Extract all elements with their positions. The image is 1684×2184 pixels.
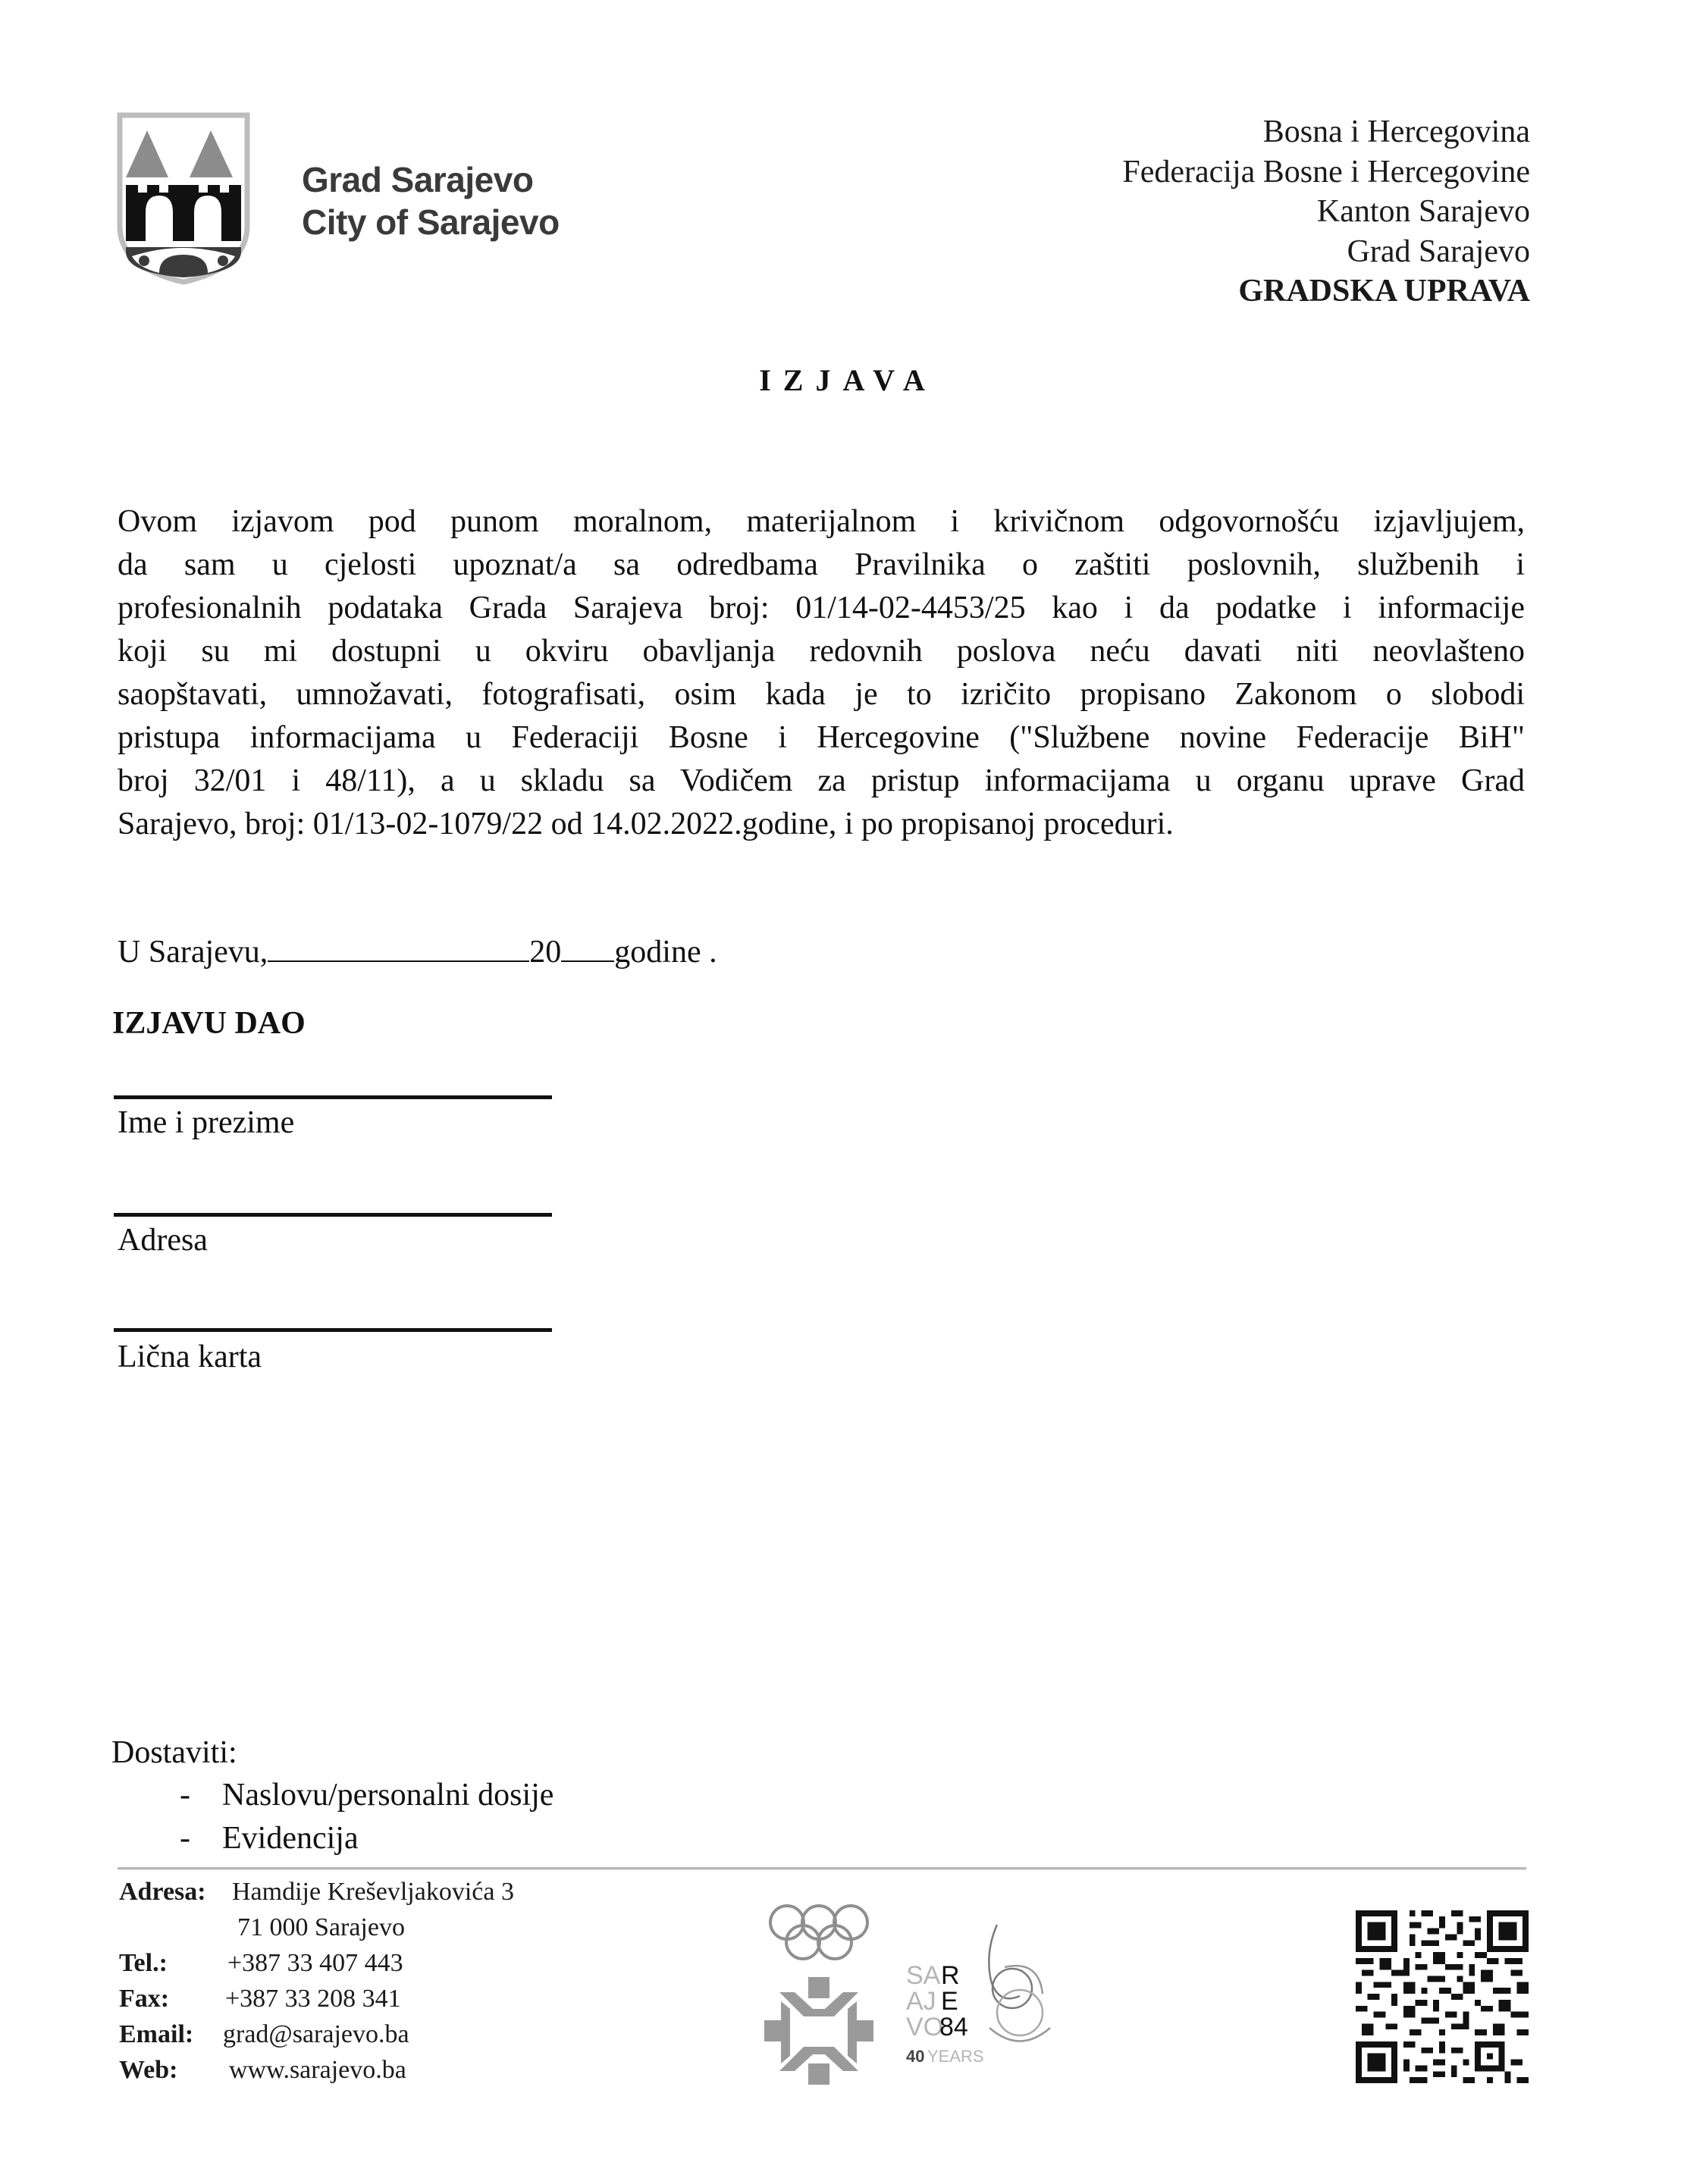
id-card-signature-line[interactable]: [114, 1328, 552, 1332]
address-city: 71 000 Sarajevo: [237, 1913, 405, 1941]
footer-web: [119, 2052, 589, 2088]
web-label: Web:: [119, 2056, 178, 2084]
address-label: Adresa:: [119, 1878, 206, 1906]
sarajevo-84-anniversary-logo-icon: [906, 1922, 1058, 2070]
svg-text:40: 40: [906, 2047, 925, 2066]
date-place-line: [118, 931, 717, 974]
name-field-label: Ime i prezime: [118, 1105, 295, 1140]
footer-email: [119, 2016, 589, 2052]
paragraph-line: Ovom izjavom pod punom moralnom, materijalnom i krivičnom odgovornošću izjavljujem,: [118, 504, 1525, 539]
fax-label: Fax:: [119, 1985, 170, 2013]
dash-bullet-icon: -: [180, 1821, 190, 1856]
paragraph-line: da sam u cjelosti upoznat/a sa odredbama Pravilnika o zaštiti poslovnih, službenih i: [118, 547, 1525, 582]
authority-administration: GRADSKA UPRAVA: [1238, 274, 1530, 309]
email-link[interactable]: grad@sarajevo.ba: [223, 2020, 409, 2048]
dash-bullet-icon: -: [180, 1778, 190, 1813]
olympic-emblem-icon: [758, 1895, 880, 2088]
svg-text:SA: SA: [906, 1961, 941, 1990]
paragraph-line: koji su mi dostupni u okviru obavljanja redovnih poslova neću davati niti neovlašteno: [118, 634, 1525, 669]
year-blank-field[interactable]: [561, 954, 614, 962]
svg-text:VO: VO: [906, 2013, 944, 2041]
year-prefix: 20: [529, 935, 562, 970]
tel-label: Tel.:: [119, 1949, 168, 1977]
place-label: U Sarajevu,: [118, 935, 268, 970]
paragraph-line: Sarajevo, broj: 01/13-02-1079/22 od 14.02.2022.godine, i po propisanoj proceduri.: [118, 807, 1174, 841]
authority-entity: Federacija Bosne i Hercegovine: [1122, 154, 1530, 190]
document-title: IZJAVA: [759, 363, 937, 397]
address-signature-line[interactable]: [114, 1213, 552, 1217]
web-link[interactable]: www.sarajevo.ba: [229, 2056, 406, 2084]
paragraph-line: profesionalnih podataka Grada Sarajeva broj: 01/14-02-4453/25 kao i da podatke i informacije: [118, 591, 1525, 625]
svg-text:84: 84: [939, 2013, 968, 2041]
authority-canton: Kanton Sarajevo: [1316, 194, 1530, 229]
deliver-to-item: - Evidencija: [180, 1817, 359, 1860]
brand-name: Grad Sarajevo: [302, 160, 534, 199]
city-crest-icon: [115, 112, 252, 285]
declaration-paragraph: [118, 500, 1525, 846]
issuing-authority: [1122, 112, 1530, 312]
paragraph-line: saopštavati, umnožavati, fotografisati, osim kada je to izričito propisano Zakonom o slobodi: [118, 677, 1525, 712]
brand-name-english: City of Sarajevo: [302, 202, 560, 242]
svg-text:AJ: AJ: [906, 1987, 936, 2016]
id-card-field-label: Lična karta: [118, 1340, 262, 1374]
authority-city: Grad Sarajevo: [1347, 233, 1530, 269]
address-field-label: Adresa: [118, 1223, 208, 1258]
fax-value: +387 33 208 341: [225, 1985, 401, 2013]
deliver-to-item: - Naslovu/personalni dosije: [180, 1774, 553, 1817]
year-suffix: godine .: [614, 935, 717, 970]
deliver-to-heading: Dostaviti:: [111, 1735, 237, 1770]
date-blank-field[interactable]: [268, 954, 529, 962]
email-label: Email:: [119, 2020, 194, 2048]
footer-address: [119, 1874, 589, 1910]
svg-text:R: R: [941, 1961, 960, 1990]
name-signature-line[interactable]: [114, 1095, 552, 1099]
tel-value[interactable]: +387 33 407 443: [227, 1949, 403, 1977]
qr-code-icon[interactable]: [1356, 1910, 1529, 2083]
footer-tel: [119, 1945, 589, 1981]
svg-text:YEARS: YEARS: [927, 2047, 984, 2066]
svg-text:E: E: [941, 1987, 958, 2016]
paragraph-line: pristupa informacijama u Federaciji Bosne i Hercegovine ("Službene novine Federacije BiH": [118, 720, 1525, 755]
address-street: Hamdije Kreševljakovića 3: [232, 1878, 514, 1906]
declarant-heading: IZJAVU DAO: [112, 1006, 306, 1041]
footer-divider: [118, 1867, 1526, 1870]
paragraph-line: broj 32/01 i 48/11), a u skladu sa Vodičem za pristup informacijama u organu uprave Grad: [118, 763, 1525, 798]
footer-fax: [119, 1981, 589, 2016]
authority-country: Bosna i Hercegovina: [1262, 114, 1530, 149]
